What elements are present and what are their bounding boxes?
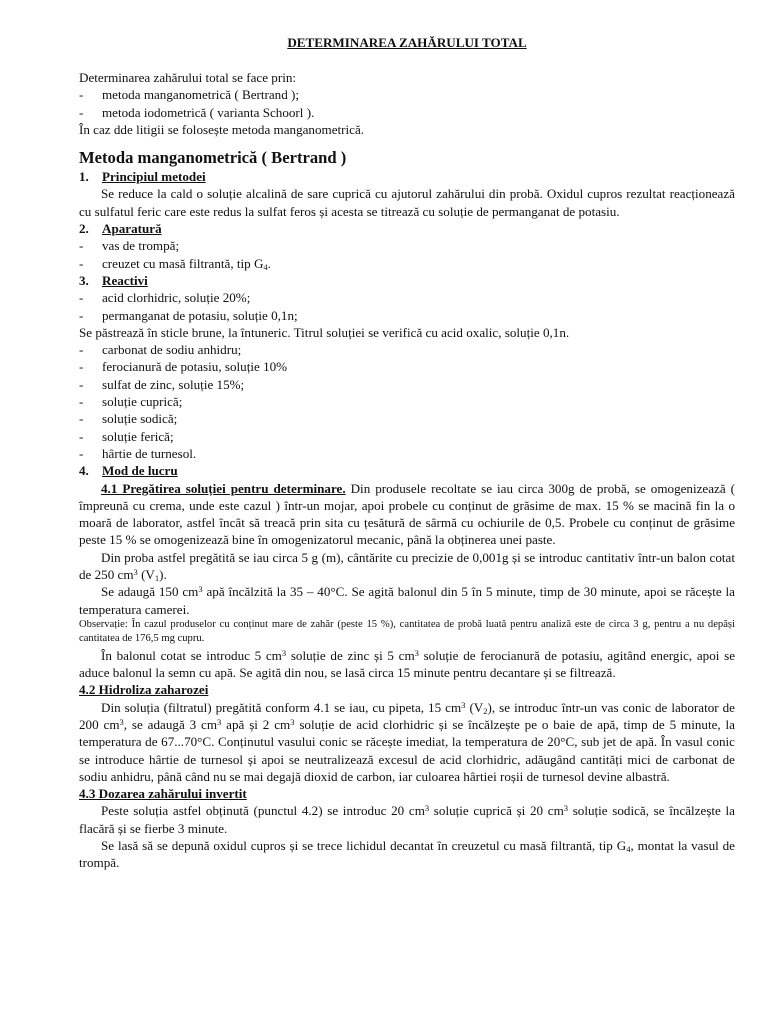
reagent-item — [79, 358, 735, 375]
reagent-text: permanganat de potasiu, soluție 0,1n; — [102, 307, 298, 323]
litigation-note: În caz dde litigii se folosește metoda manganometrică. — [79, 121, 365, 137]
paragraph-text: Peste soluția astfel obținută (punctul 4.2) se introduc 20 cm — [101, 803, 425, 819]
subscript: 1 — [154, 573, 160, 584]
superscript: 3 — [133, 567, 138, 578]
reagent-item — [79, 410, 735, 427]
superscript: 3 — [198, 584, 203, 595]
superscript: 3 — [461, 699, 466, 710]
dash-marker: - — [79, 359, 84, 375]
reagent-item — [79, 307, 735, 324]
paragraph-text: Din soluția (filtratul) pregătită conform 4.1 se iau, cu pipeta, 15 cm — [101, 699, 462, 715]
superscript: 3 — [119, 716, 124, 727]
heading-text: Principiul metodei — [102, 169, 206, 185]
procedure-paragraph — [79, 549, 735, 584]
document-title: DETERMINAREA ZAHĂRULUI TOTAL — [287, 35, 527, 50]
dash-marker: - — [79, 104, 84, 120]
paragraph-text: ), se introduc într-un vas conic de laborator de 200 cm — [79, 699, 735, 732]
method-list-item — [79, 104, 735, 121]
intro-lead: Determinarea zahărului total se face prin: — [79, 70, 297, 85]
paragraph-text: soluție de acid clorhidric și se încălzește pe o baie de apă, timp de 5 minute, la temperatura de 67...70°C. Conținutul vasului conic se răcește imediat, la temperatura de 20°C, sub jet de apă. În vasul conic se introduce hârtie de turnesol și apoi se neutralizează excesul de acid clorhidric, adăugând cantități mici de carbonat de sodiu anhidru, până când nu se mai degajă dioxid de carbon, iar culoarea hârtiei roșii de turnesol devine albastră. — [79, 716, 735, 784]
superscript: 3 — [424, 803, 430, 814]
observation-note: Observație: În cazul produselor cu conținut mare de zahăr (peste 15 %), cantitatea de probă luată pentru analiză este de circa 3 g, pentru a nu depăși cantitatea de 176,5 mg cupru. — [79, 618, 735, 645]
dash-marker: - — [79, 411, 84, 427]
superscript: 3 — [217, 716, 222, 727]
paragraph-text: Se adaugă 150 cm — [101, 584, 199, 600]
paragraph-text: Din produsele recoltate se iau circa 300g de probă, se omogenizează ( împreună cu crema, unde este cazul ) într-un mojar, apoi probele cu conținut de grăsime de max. 15 % se macină fin la o moară de laborator, astfel încât să treacă prin sita cu țesătură de sârmă cu ochiurile de 0,5. Probele cu conținut de grăsime peste 15 % se omogenizează bine în omogenizatorul mecanic, până la obținerea unei paste. — [79, 480, 736, 548]
reagent-storage-note: Se păstrează în sticle brune, la întuneric. Titrul soluției se verifică cu acid oxalic, soluție 0,1n. — [79, 324, 570, 340]
reagent-text: ferocianură de potasiu, soluție 10% — [102, 359, 288, 375]
superscript: 3 — [563, 803, 569, 814]
apparatus-item — [79, 255, 735, 272]
dash-marker: - — [79, 445, 84, 461]
reagent-item — [79, 428, 735, 445]
apparatus-text-end: . — [267, 255, 271, 271]
apparatus-text: vas de trompă; — [102, 238, 180, 254]
reagent-item — [79, 376, 735, 393]
paragraph-text: (V — [465, 699, 484, 715]
paragraph-text: apă și 2 cm — [221, 716, 291, 732]
paragraph-text: ). — [159, 567, 167, 583]
heading-reagents — [79, 272, 735, 289]
apparatus-text-main: creuzet cu masă filtrantă, tip G — [102, 255, 264, 271]
paragraph-text: (V — [137, 567, 155, 583]
method-list-item — [79, 86, 735, 103]
procedure-paragraph — [79, 647, 735, 682]
subscript: 2 — [483, 705, 488, 716]
dash-marker: - — [79, 87, 84, 103]
apparatus-item — [79, 237, 735, 254]
paragraph-text: Se lasă să se depună oxidul cupros și se trece lichidul decantat în creuzetul cu masă filtrantă, tip G — [101, 837, 627, 853]
reagent-text: soluție ferică; — [102, 428, 174, 444]
procedure-paragraph — [79, 837, 735, 872]
dash-marker: - — [79, 394, 84, 410]
dash-marker: - — [79, 376, 84, 392]
paragraph-text: , montat la vasul de trompă. — [79, 837, 735, 871]
reagent-text: soluție sodică; — [102, 411, 178, 427]
heading-number: 1. — [79, 169, 89, 185]
reagent-text: acid clorhidric, soluție 20%; — [102, 290, 251, 306]
heading-text: Aparatură — [102, 221, 162, 237]
principle-paragraph: Se reduce la cald o soluție alcalină de sare cuprică cu ajutorul zahărului din probă. Oxidul cupros rezultat reacționează cu sulfatul feric care este redus la sulfat feros și acesta se titrează cu soluție de permanganat de potasiu. — [79, 186, 735, 219]
dash-marker: - — [79, 428, 84, 444]
subsection-heading: 4.2 Hidroliza zaharozei — [79, 682, 209, 698]
subscript: 4 — [626, 843, 631, 854]
paragraph-text: , se adaugă 3 cm — [123, 716, 218, 732]
superscript: 3 — [414, 647, 419, 658]
section-title: Metoda manganometrică ( Bertrand ) — [79, 148, 347, 168]
dash-marker: - — [79, 307, 84, 323]
reagent-text: carbonat de sodiu anhidru; — [102, 342, 242, 358]
dash-marker: - — [79, 290, 84, 306]
superscript: 3 — [290, 716, 295, 727]
subscript: 4 — [263, 261, 268, 272]
paragraph-text: soluție de ferocianură de potasiu, agitând energic, apoi se aduce balonul la semn cu apă. Se agită din nou, se lasă circa 15 minute pentru decantare și se filtrează. — [79, 647, 736, 681]
paragraph-text: soluție de zinc și 5 cm — [286, 647, 415, 663]
reagent-item — [79, 341, 735, 358]
heading-number: 2. — [79, 221, 89, 237]
paragraph-text: soluție sodică, se încălzește la flacără și se fierbe 3 minute. — [79, 803, 735, 836]
heading-number: 4. — [79, 463, 89, 479]
paragraph-text: soluție cuprică și 20 cm — [429, 803, 564, 819]
paragraph-text: apă încălzită la 35 – 40°C. Se agită balonul din 5 în 5 minute, timp de 30 minute, apoi se răcește la temperatura camerei. — [79, 584, 735, 617]
procedure-paragraph — [79, 802, 735, 837]
dash-marker: - — [79, 255, 84, 271]
paragraph-text: În balonul cotat se introduc 5 cm — [101, 647, 282, 663]
heading-text: Reactivi — [102, 272, 148, 288]
reagent-text: soluție cuprică; — [102, 394, 183, 410]
reagent-text: hârtie de turnesol. — [102, 445, 197, 461]
paragraph-text: Din proba astfel pregătită se iau circa 5 g (m), cântărite cu precizie de 0,001g și se introduc cantitativ într-un balon cotat de 250 cm — [79, 549, 735, 583]
reagent-item — [79, 289, 735, 306]
method-text: metoda manganometrică ( Bertrand ); — [102, 87, 300, 103]
superscript: 3 — [281, 647, 287, 658]
procedure-paragraph — [79, 480, 735, 549]
apparatus-text — [102, 255, 271, 272]
dash-marker: - — [79, 238, 84, 254]
subsection-heading: 4.1 Pregătirea soluției pentru determinare. — [101, 480, 346, 496]
subsection-heading: 4.3 Dozarea zahărului invertit — [79, 786, 247, 802]
procedure-paragraph — [79, 699, 735, 785]
reagent-item — [79, 393, 735, 410]
heading-apparatus — [79, 220, 735, 237]
procedure-paragraph — [79, 583, 735, 618]
method-text: metoda iodometrică ( varianta Schoorl ). — [102, 104, 315, 120]
dash-marker: - — [79, 342, 84, 358]
heading-principle — [79, 168, 735, 185]
reagent-item — [79, 445, 735, 462]
heading-number: 3. — [79, 272, 89, 288]
heading-procedure — [79, 462, 735, 479]
document-body — [79, 69, 735, 872]
heading-text: Mod de lucru — [102, 463, 178, 479]
reagent-text: sulfat de zinc, soluție 15%; — [102, 376, 245, 392]
